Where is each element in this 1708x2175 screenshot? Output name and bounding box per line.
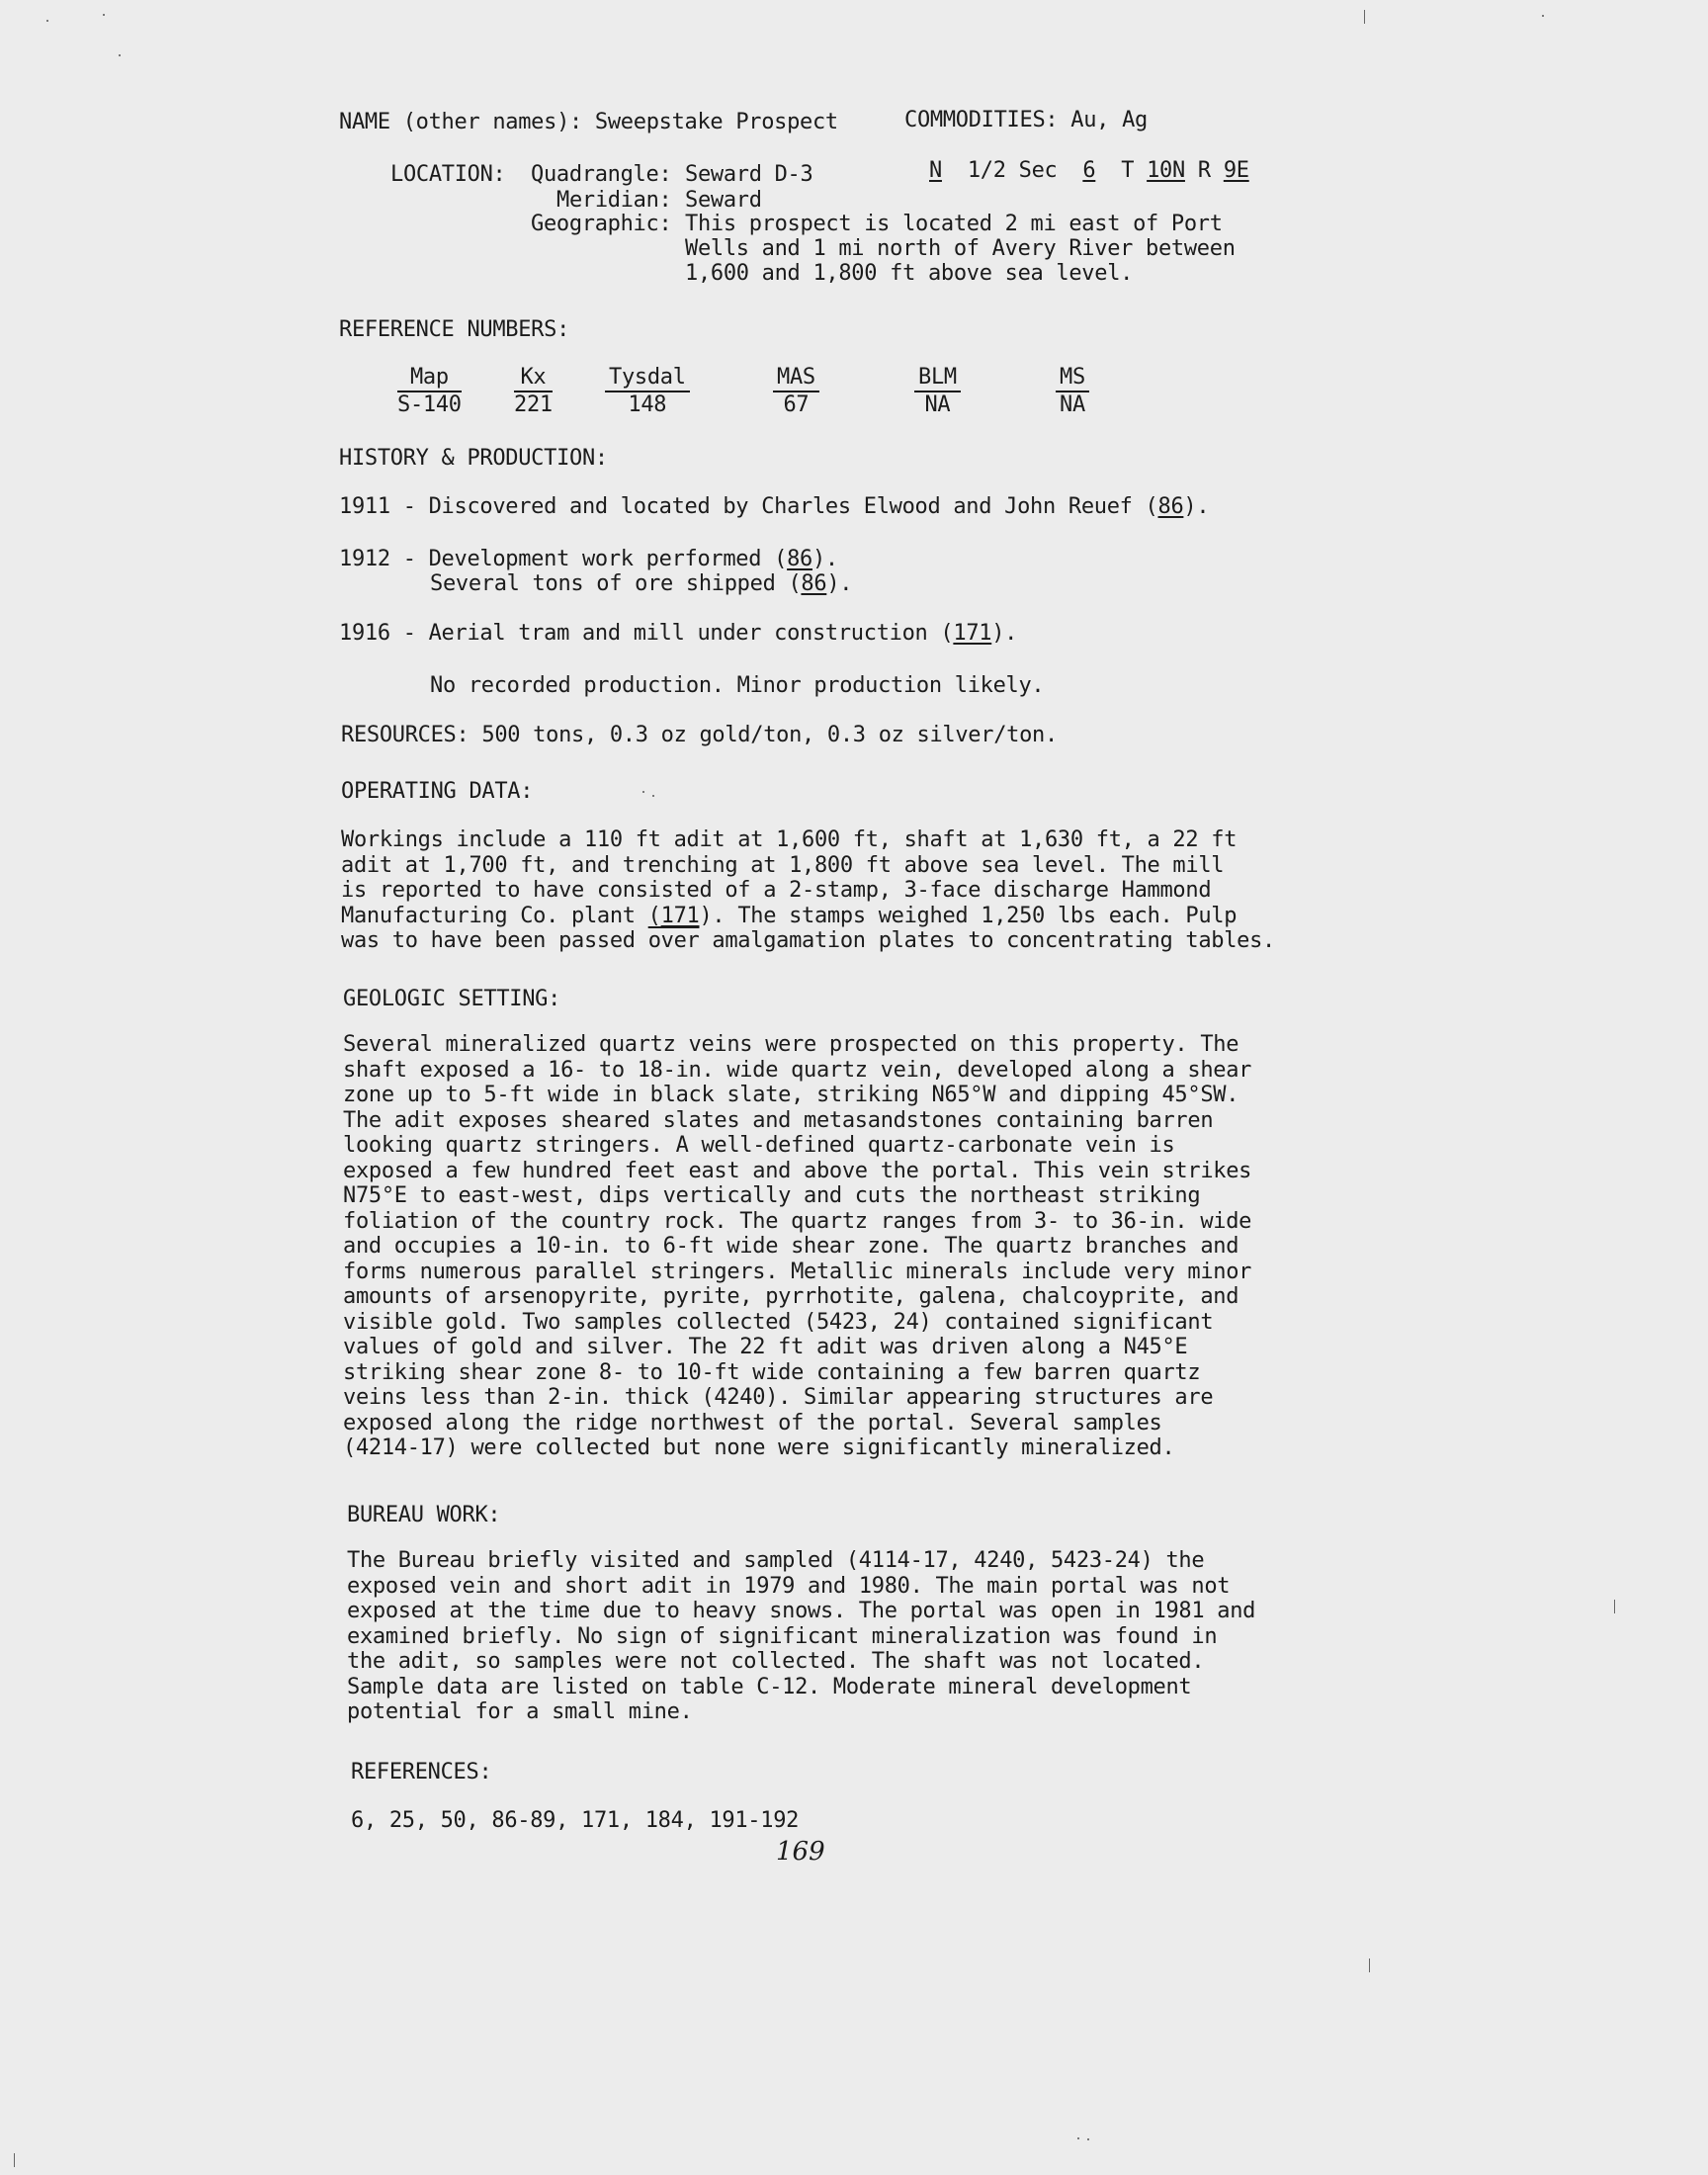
scan-speck: [46, 20, 48, 22]
references-heading: REFERENCES:: [351, 1760, 492, 1784]
bureau-line: the adit, so samples were not collected. The shaft was not located.: [347, 1649, 1205, 1674]
geologic-heading: GEOLOGIC SETTING:: [343, 987, 561, 1011]
scan-speck: [652, 795, 654, 797]
geologic-line: The adit exposes sheared slates and metasandstones containing barren: [343, 1107, 1214, 1133]
bureau-heading: BUREAU WORK:: [347, 1503, 501, 1527]
quadrangle-label: Quadrangle:: [531, 162, 672, 187]
meridian-label: Meridian:: [556, 188, 672, 213]
ref-kx-key: Kx: [514, 366, 553, 392]
ref-kx-value: 221: [514, 392, 553, 417]
section-line: [929, 158, 1249, 184]
ref-ms: [1056, 366, 1089, 417]
ref-tysdal: [605, 366, 690, 417]
range-value: 9E: [1223, 158, 1249, 183]
scan-speck: [119, 54, 121, 56]
history-1911-ref: 86: [1157, 494, 1184, 519]
scan-mark: [1369, 1958, 1370, 1972]
geographic-line-1: This prospect is located 2 mi east of Port: [685, 212, 1223, 236]
resources-line: RESOURCES: 500 tons, 0.3 oz gold/ton, 0.3 oz silver/ton.: [341, 723, 1058, 747]
scan-mark: [14, 2153, 15, 2167]
scan-speck: [1077, 2137, 1079, 2139]
name-line: [339, 110, 838, 135]
history-1912-a-text: 1912 - Development work performed (: [339, 547, 788, 571]
geologic-line: and occupies a 10-in. to 6-ft wide shear zone. The quartz branches and: [343, 1234, 1239, 1259]
township-value: 10N: [1147, 158, 1185, 183]
history-1912-b-suffix: ).: [826, 571, 853, 596]
geologic-line: N75°E to east-west, dips vertically and cuts the northeast striking: [343, 1183, 1201, 1208]
bureau-line: Sample data are listed on table C-12. Moderate mineral development: [347, 1674, 1192, 1699]
operating-line-5-suffix: amalgamation plates to concentrating tables.: [699, 928, 1275, 953]
geologic-line: zone up to 5-ft wide in black slate, striking N65°W and dipping 45°SW.: [343, 1083, 1239, 1107]
geographic-line-2: Wells and 1 mi north of Avery River between: [685, 236, 1236, 261]
geologic-line: forms numerous parallel stringers. Metallic minerals include very minor: [343, 1259, 1252, 1284]
ref-map: [397, 366, 462, 417]
ref-map-key: Map: [397, 366, 462, 392]
reference-numbers-heading: REFERENCE NUMBERS:: [339, 317, 570, 342]
operating-line-4-ref: 171: [660, 903, 700, 928]
operating-line-3: is reported to have consisted of a 2-stamp, 3-face discharge Hammond: [341, 878, 1212, 903]
name-value: Sweepstake Prospect: [594, 110, 838, 134]
geologic-line: looking quartz stringers. A well-defined quartz-carbonate vein is: [343, 1133, 1175, 1158]
bureau-line: potential for a small mine.: [347, 1699, 693, 1724]
geologic-line: shaft exposed a 16- to 18-in. wide quartz vein, developed along a shear: [343, 1057, 1252, 1083]
geologic-line: exposed along the ridge northwest of the portal. Several samples: [343, 1410, 1162, 1436]
ref-tysdal-key: Tysdal: [605, 366, 690, 392]
geologic-line: exposed a few hundred feet east and above the portal. This vein strikes: [343, 1158, 1252, 1183]
geologic-paragraph: [343, 1032, 1251, 1461]
history-1911-text: 1911 - Discovered and located by Charles Elwood and John Reuef (: [339, 494, 1158, 519]
meridian-value: Seward: [685, 188, 762, 213]
scan-speck: [642, 791, 644, 793]
scan-mark: [1364, 10, 1365, 24]
operating-line-4-text: Manufacturing Co. plant (: [341, 903, 661, 928]
operating-heading: OPERATING DATA:: [341, 779, 534, 804]
commodities-label: COMMODITIES:: [904, 108, 1059, 132]
quadrangle-value: Seward D-3: [685, 162, 813, 187]
ref-blm: [914, 366, 961, 417]
ref-blm-key: BLM: [914, 366, 961, 392]
section-half: N: [929, 158, 942, 183]
geologic-line: Several mineralized quartz veins were prospected on this property. The: [343, 1032, 1239, 1057]
production-note: No recorded production. Minor production likely.: [430, 673, 1045, 698]
history-1912-b-ref: 86: [801, 571, 827, 596]
geologic-line: visible gold. Two samples collected (5423, 24) contained significant: [343, 1309, 1214, 1335]
township-label: T: [1121, 158, 1135, 183]
operating-line-5: [341, 928, 1275, 954]
history-1916-suffix: ).: [991, 621, 1018, 646]
ref-mas-key: MAS: [773, 366, 819, 392]
history-1912-a-suffix: ).: [811, 547, 838, 571]
commodities-value: Au, Ag: [1070, 108, 1148, 132]
bureau-line: exposed at the time due to heavy snows. The portal was open in 1981 and: [347, 1599, 1256, 1623]
geologic-line: foliation of the country rock. The quartz ranges from 3- to 36-in. wide: [343, 1208, 1252, 1234]
history-1912-a: [339, 547, 838, 572]
history-1912-b-text: Several tons of ore shipped (: [430, 571, 802, 596]
ref-mas-value: 67: [783, 392, 810, 417]
geologic-line: amounts of arsenopyrite, pyrite, pyrrhotite, galena, chalcoyprite, and: [343, 1284, 1239, 1309]
range-label: R: [1197, 158, 1211, 183]
ref-ms-value: NA: [1060, 392, 1085, 417]
history-1916: [339, 621, 1017, 647]
operating-line-2: adit at 1,700 ft, and trenching at 1,800 ft above sea level. The mill: [341, 852, 1225, 878]
ref-tysdal-value: 148: [628, 392, 667, 417]
history-1916-text: 1916 - Aerial tram and mill under construction (: [339, 621, 954, 646]
geographic-label: Geographic:: [531, 212, 672, 236]
operating-line-5-marked: over: [647, 928, 700, 953]
geologic-line: (4214-17) were collected but none were significantly mineralized.: [343, 1436, 1175, 1460]
ref-blm-value: NA: [924, 392, 951, 417]
section-number: 6: [1082, 158, 1096, 183]
commodities-line: [904, 108, 1148, 133]
geologic-line: values of gold and silver. The 22 ft adit was driven along a N45°E: [343, 1335, 1188, 1359]
history-1912-b: [430, 571, 852, 597]
bureau-paragraph: [347, 1548, 1255, 1725]
section-half-label: 1/2 Sec: [967, 158, 1058, 183]
operating-line-1: Workings include a 110 ft adit at 1,600 ft, shaft at 1,630 ft, a 22 ft: [341, 827, 1238, 852]
ref-kx: [514, 366, 553, 417]
geographic-line-3: 1,600 and 1,800 ft above sea level.: [685, 261, 1134, 286]
geologic-line: veins less than 2-in. thick (4240). Similar appearing structures are: [343, 1385, 1214, 1410]
operating-paragraph: [341, 827, 1275, 954]
history-1911-suffix: ).: [1183, 494, 1210, 519]
bureau-line: exposed vein and short adit in 1979 and 1980. The main portal was not: [347, 1573, 1231, 1599]
ref-map-value: S-140: [397, 392, 462, 417]
page-number: 169: [776, 1837, 825, 1867]
location-label: LOCATION:: [390, 162, 506, 187]
operating-line-4: [341, 904, 1275, 929]
bureau-line: The Bureau briefly visited and sampled (4114-17, 4240, 5423-24) the: [347, 1548, 1205, 1573]
history-1912-a-ref: 86: [787, 547, 812, 571]
history-1911: [339, 494, 1209, 520]
geologic-line: striking shear zone 8- to 10-ft wide containing a few barren quartz: [343, 1359, 1201, 1385]
references-list: 6, 25, 50, 86-89, 171, 184, 191-192: [351, 1808, 800, 1833]
name-label: NAME (other names):: [339, 110, 582, 134]
operating-line-4-suffix: ). The stamps weighed 1,250 lbs each. Pulp: [699, 903, 1238, 928]
scan-speck: [103, 14, 105, 16]
scan-speck: [1542, 15, 1544, 17]
bureau-line: examined briefly. No sign of significant mineralization was found in: [347, 1623, 1218, 1649]
history-1916-ref: 171: [953, 621, 992, 646]
history-heading: HISTORY & PRODUCTION:: [339, 446, 608, 471]
scan-mark: [1614, 1600, 1615, 1613]
ref-mas: [773, 366, 819, 417]
operating-line-5-text: was to have been passed: [341, 928, 648, 953]
ref-ms-key: MS: [1056, 366, 1089, 392]
scan-speck: [1087, 2138, 1089, 2140]
